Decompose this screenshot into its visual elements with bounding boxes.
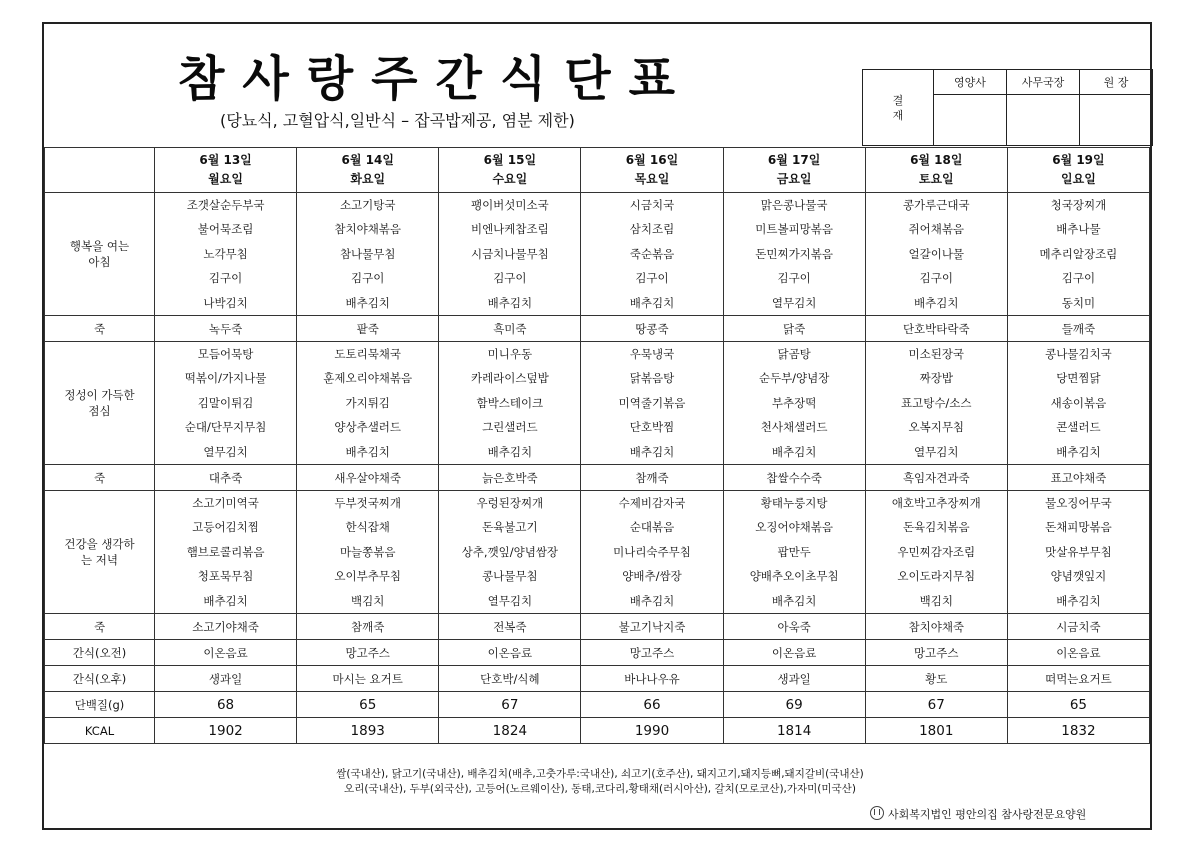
kcal-cell: 1990	[581, 718, 723, 744]
dinner-cell	[865, 491, 1007, 614]
snack_am-row	[45, 640, 1150, 666]
kcal-label: KCAL	[45, 718, 155, 744]
approval-sign-slot[interactable]	[934, 95, 1007, 146]
porridge2-row	[45, 465, 1150, 491]
menu-item: 노각무침	[203, 246, 248, 261]
snack_am-cell: 이온음료	[1007, 640, 1149, 666]
menu-item: 배추김치	[629, 444, 675, 459]
menu-item: 오복지무침	[908, 420, 965, 435]
breakfast-cell	[865, 193, 1007, 316]
weekly-menu-table	[44, 147, 1150, 744]
lunch-cell	[439, 342, 581, 465]
day-header	[155, 148, 297, 193]
porridge3-cell: 참깨죽	[297, 614, 439, 640]
menu-item: 불어묵조림	[197, 222, 254, 237]
breakfast-cell	[297, 193, 439, 316]
lunch-cell	[581, 342, 723, 465]
day-header-row	[45, 148, 1150, 193]
breakfast-cell	[581, 193, 723, 316]
protein-cell: 67	[865, 692, 1007, 718]
menu-item: 애호박고추장찌개	[891, 496, 981, 511]
day-header	[581, 148, 723, 193]
menu-item: 가지튀김	[345, 395, 390, 410]
day-weekday: 금요일	[776, 172, 812, 186]
org-logo-icon	[870, 806, 884, 820]
dinner-cell	[1007, 491, 1149, 614]
snack_am-cell: 망고주스	[865, 640, 1007, 666]
day-header	[439, 148, 581, 193]
breakfast-row	[45, 193, 1150, 316]
menu-item: 우민찌감자조림	[897, 544, 976, 559]
protein-cell: 65	[297, 692, 439, 718]
menu-item: 열무김치	[487, 593, 533, 608]
protein-cell: 69	[723, 692, 865, 718]
page-subtitle: (당뇨식, 고혈압식,일반식 – 잡곡밥제공, 염분 제한)	[220, 111, 575, 130]
approval-role-director: 원 장	[1080, 70, 1153, 95]
menu-item: 햄브로콜리볶음	[186, 544, 265, 559]
menu-item: 미역줄기볶음	[618, 395, 686, 410]
kcal-cell: 1824	[439, 718, 581, 744]
menu-item: 돈육불고기	[482, 520, 538, 535]
menu-item: 모듬어묵탕	[197, 347, 254, 362]
menu-item: 시금치국	[629, 198, 675, 213]
menu-item: 카레라이스덮밥	[470, 371, 549, 386]
day-date: 6월 15일	[483, 153, 537, 167]
menu-item: 양배추/쌈장	[622, 569, 682, 584]
menu-item: 고등어김치찜	[192, 520, 259, 535]
dinner-cell	[723, 491, 865, 614]
menu-item: 김구이	[208, 271, 243, 286]
menu-item: 수제비감자국	[618, 496, 686, 511]
porridge2-cell: 새우살야채죽	[297, 465, 439, 491]
menu-item: 팽이버섯미소국	[470, 198, 549, 213]
day-date: 6월 14일	[341, 153, 394, 167]
dinner-cell	[439, 491, 581, 614]
day-weekday: 화요일	[350, 172, 386, 186]
menu-item: 쥐어채볶음	[908, 222, 965, 237]
menu-item: 오이부추무침	[334, 569, 402, 584]
porridge2-cell: 흑임자견과죽	[865, 465, 1007, 491]
porridge2-cell: 표고야채죽	[1007, 465, 1149, 491]
breakfast-label: 행복을 여는 아침	[45, 193, 155, 316]
day-date: 6월 16일	[625, 153, 679, 167]
dinner-cell	[155, 491, 297, 614]
porridge1-cell: 들깨죽	[1007, 316, 1149, 342]
lunch-cell	[155, 342, 297, 465]
menu-item: 배추김치	[629, 295, 675, 310]
menu-item: 두부젓국찌개	[334, 496, 402, 511]
menu-item: 배추김치	[203, 593, 248, 608]
menu-item: 순두부/양념장	[758, 371, 830, 386]
day-header	[297, 148, 439, 193]
menu-item: 배추김치	[914, 295, 959, 310]
protein-row	[45, 692, 1150, 718]
menu-item: 미트볼피망볶음	[755, 222, 834, 237]
snack_pm-cell: 단호박/식혜	[439, 666, 581, 692]
protein-cell: 66	[581, 692, 723, 718]
day-weekday: 월요일	[208, 172, 243, 186]
menu-item: 미니우동	[487, 347, 533, 362]
porridge1-cell: 단호박타락죽	[865, 316, 1007, 342]
origin-note-line2: 오리(국내산), 두부(외국산), 고등어(노르웨이산), 동태,코다리,황태채(러시아산), 갈치(모로코산),가자미(미국산)	[344, 783, 856, 795]
menu-item: 콩나물김치국	[1045, 347, 1112, 362]
protein-cell: 68	[155, 692, 297, 718]
menu-item: 순대볶음	[629, 520, 675, 535]
snack_pm-cell: 떠먹는요거트	[1007, 666, 1149, 692]
menu-item: 한식잡채	[345, 520, 390, 535]
porridge1-cell: 흑미죽	[439, 316, 581, 342]
menu-item: 부추장떡	[771, 395, 817, 410]
porridge2-cell: 참깨죽	[581, 465, 723, 491]
snack_am-cell: 이온음료	[155, 640, 297, 666]
day-header	[723, 148, 865, 193]
lunch-cell	[723, 342, 865, 465]
approval-role-nutritionist: 영양사	[934, 70, 1007, 95]
porridge3-cell: 전복죽	[439, 614, 581, 640]
day-date: 6월 18일	[910, 153, 963, 167]
menu-item: 미나리숙주무침	[613, 544, 691, 559]
menu-item: 오이도라지무침	[897, 569, 976, 584]
day-weekday: 토요일	[918, 172, 954, 186]
menu-item: 순대/단무지무침	[184, 420, 267, 435]
menu-item: 조갯살순두부국	[186, 198, 265, 213]
approval-box	[862, 69, 1153, 146]
menu-item: 죽순볶음	[629, 246, 675, 261]
menu-item: 메추리알장조림	[1039, 246, 1118, 261]
porridge1-cell: 땅콩죽	[581, 316, 723, 342]
porridge1-label: 죽	[45, 316, 155, 342]
menu-item: 새송이볶음	[1050, 395, 1107, 410]
day-header	[1007, 148, 1149, 193]
corner-cell	[45, 148, 155, 193]
menu-item: 청국장찌개	[1050, 198, 1107, 213]
menu-item: 배추김치	[771, 593, 817, 608]
kcal-cell: 1902	[155, 718, 297, 744]
menu-item: 배추김치	[1056, 444, 1101, 459]
menu-item: 김말이튀김	[197, 395, 254, 410]
menu-item: 열무김치	[771, 295, 817, 310]
page-title: 참사랑주간식단표	[178, 51, 693, 107]
menu-item: 도토리묵채국	[334, 347, 402, 362]
menu-item: 짜장밥	[919, 371, 953, 386]
porridge2-label: 죽	[45, 465, 155, 491]
menu-item: 양념깻잎지	[1050, 569, 1107, 584]
kcal-row	[45, 718, 1150, 744]
snack_am-cell: 망고주스	[581, 640, 723, 666]
porridge1-cell: 녹두죽	[155, 316, 297, 342]
menu-item: 마늘쫑볶음	[339, 544, 396, 559]
menu-item: 맑은콩나물국	[760, 198, 828, 213]
menu-item: 참치야채볶음	[334, 222, 402, 237]
menu-item: 단호박찜	[629, 420, 675, 435]
porridge3-cell: 소고기야채죽	[155, 614, 297, 640]
porridge3-cell: 아욱죽	[723, 614, 865, 640]
menu-item: 함박스테이크	[476, 395, 544, 410]
protein-cell: 67	[439, 692, 581, 718]
menu-item: 소고기탕국	[339, 198, 396, 213]
porridge2-cell: 찹쌀수수죽	[723, 465, 865, 491]
snack_pm-row	[45, 666, 1150, 692]
day-weekday: 수요일	[492, 172, 528, 186]
menu-item: 시금치나물무침	[470, 246, 549, 261]
lunch-cell	[297, 342, 439, 465]
menu-item: 양배추오이초무침	[749, 569, 839, 584]
lunch-row	[45, 342, 1150, 465]
porridge1-cell: 팥죽	[297, 316, 439, 342]
menu-item: 배추김치	[345, 295, 390, 310]
menu-item: 삼치조림	[629, 222, 675, 237]
menu-item: 팝만두	[777, 544, 811, 559]
snack_pm-cell: 바나나우유	[581, 666, 723, 692]
snack_pm-cell: 마시는 요거트	[297, 666, 439, 692]
organization-name	[870, 806, 1086, 822]
day-date: 6월 13일	[199, 153, 252, 167]
menu-item: 소고기미역국	[192, 496, 259, 511]
menu-item: 미소된장국	[908, 347, 965, 362]
breakfast-cell	[723, 193, 865, 316]
dinner-row	[45, 491, 1150, 614]
menu-item: 훈제오리야채볶음	[323, 371, 413, 386]
snack_pm-cell: 생과일	[723, 666, 865, 692]
snack_am-cell: 이온음료	[723, 640, 865, 666]
lunch-cell	[1007, 342, 1149, 465]
menu-item: 김구이	[493, 271, 527, 286]
menu-item: 열무김치	[203, 444, 248, 459]
breakfast-cell	[155, 193, 297, 316]
porridge2-cell: 늙은호박죽	[439, 465, 581, 491]
snack_am-cell: 망고주스	[297, 640, 439, 666]
menu-item: 닭곰탕	[777, 347, 811, 362]
menu-item: 물오징어무국	[1045, 496, 1112, 511]
day-date: 6월 19일	[1052, 153, 1105, 167]
org-name-text: 사회복지법인 평안의집 참사랑전문요양원	[888, 808, 1087, 821]
menu-item: 콘샐러드	[1056, 420, 1101, 435]
approval-label: 결 재	[863, 70, 934, 146]
approval-role-secretary: 사무국장	[1007, 70, 1080, 95]
menu-item: 배추나물	[1056, 222, 1101, 237]
menu-item: 오징어야채볶음	[755, 520, 834, 535]
breakfast-cell	[1007, 193, 1149, 316]
menu-item: 배추김치	[629, 593, 675, 608]
kcal-cell: 1814	[723, 718, 865, 744]
menu-item: 배추김치	[771, 444, 817, 459]
dinner-cell	[581, 491, 723, 614]
menu-item: 동치미	[1061, 295, 1096, 310]
porridge3-cell: 참치야채죽	[865, 614, 1007, 640]
porridge1-row	[45, 316, 1150, 342]
day-date: 6월 17일	[767, 153, 821, 167]
menu-item: 우묵냉국	[629, 347, 675, 362]
porridge3-label: 죽	[45, 614, 155, 640]
porridge3-row	[45, 614, 1150, 640]
menu-item: 김구이	[777, 271, 811, 286]
kcal-cell: 1893	[297, 718, 439, 744]
menu-item: 김구이	[919, 271, 953, 286]
day-header	[865, 148, 1007, 193]
lunch-label: 정성이 가득한 점심	[45, 342, 155, 465]
menu-item: 김구이	[351, 271, 385, 286]
porridge3-cell: 불고기낙지죽	[581, 614, 723, 640]
approval-sign-slot[interactable]	[1007, 95, 1080, 146]
snack_am-label: 간식(오전)	[45, 640, 155, 666]
menu-item: 배추김치	[345, 444, 390, 459]
approval-sign-slot[interactable]	[1080, 95, 1153, 146]
day-weekday: 목요일	[634, 172, 670, 186]
origin-note-line1: 쌀(국내산), 닭고기(국내산), 배추김치(배추,고춧가루:국내산), 쇠고기(호주산), 돼지고기,돼지등뼈,돼지갈비(국내산)	[336, 768, 864, 780]
menu-item: 콩가루근대국	[902, 198, 970, 213]
day-weekday: 일요일	[1061, 172, 1096, 186]
menu-item: 백김치	[351, 593, 385, 608]
porridge3-cell: 시금치죽	[1007, 614, 1149, 640]
menu-item: 상추,깻잎/양념쌈장	[461, 544, 559, 559]
porridge2-cell: 대추죽	[155, 465, 297, 491]
menu-item: 그린샐러드	[482, 420, 538, 435]
menu-item: 돈채피망볶음	[1045, 520, 1112, 535]
snack_pm-cell: 황도	[865, 666, 1007, 692]
snack_pm-cell: 생과일	[155, 666, 297, 692]
menu-item: 나박김치	[203, 295, 248, 310]
dinner-label: 건강을 생각하 는 저녁	[45, 491, 155, 614]
snack_pm-label: 간식(오후)	[45, 666, 155, 692]
menu-item: 떡볶이/가지나물	[184, 371, 267, 386]
breakfast-cell	[439, 193, 581, 316]
menu-item: 얼갈이나물	[908, 246, 965, 261]
kcal-cell: 1832	[1007, 718, 1149, 744]
menu-item: 참나물무침	[339, 246, 396, 261]
menu-item: 표고탕수/소스	[901, 395, 972, 410]
menu-item: 콩나물무침	[482, 569, 538, 584]
menu-item: 배추김치	[1056, 593, 1101, 608]
menu-item: 돈육김치볶음	[902, 520, 970, 535]
menu-item: 황태누룽지탕	[760, 496, 828, 511]
lunch-cell	[865, 342, 1007, 465]
snack_am-cell: 이온음료	[439, 640, 581, 666]
menu-item: 당면찜닭	[1056, 371, 1101, 386]
menu-item: 양상추샐러드	[334, 420, 402, 435]
menu-item: 김구이	[1061, 271, 1096, 286]
menu-item: 백김치	[919, 593, 953, 608]
menu-item: 돈민찌가지볶음	[755, 246, 834, 261]
protein-cell: 65	[1007, 692, 1149, 718]
porridge1-cell: 닭죽	[723, 316, 865, 342]
menu-item: 배추김치	[487, 444, 533, 459]
menu-item: 맛살유부무침	[1045, 544, 1112, 559]
menu-item: 열무김치	[914, 444, 959, 459]
menu-item: 닭볶음탕	[629, 371, 675, 386]
menu-item: 천사채샐러드	[760, 420, 828, 435]
menu-item: 비엔나케찹조림	[470, 222, 549, 237]
menu-item: 우렁된장찌개	[476, 496, 544, 511]
menu-item: 배추김치	[487, 295, 533, 310]
menu-item: 청포묵무침	[197, 569, 254, 584]
dinner-cell	[297, 491, 439, 614]
kcal-cell: 1801	[865, 718, 1007, 744]
protein-label: 단백질(g)	[45, 692, 155, 718]
menu-item: 김구이	[635, 271, 669, 286]
